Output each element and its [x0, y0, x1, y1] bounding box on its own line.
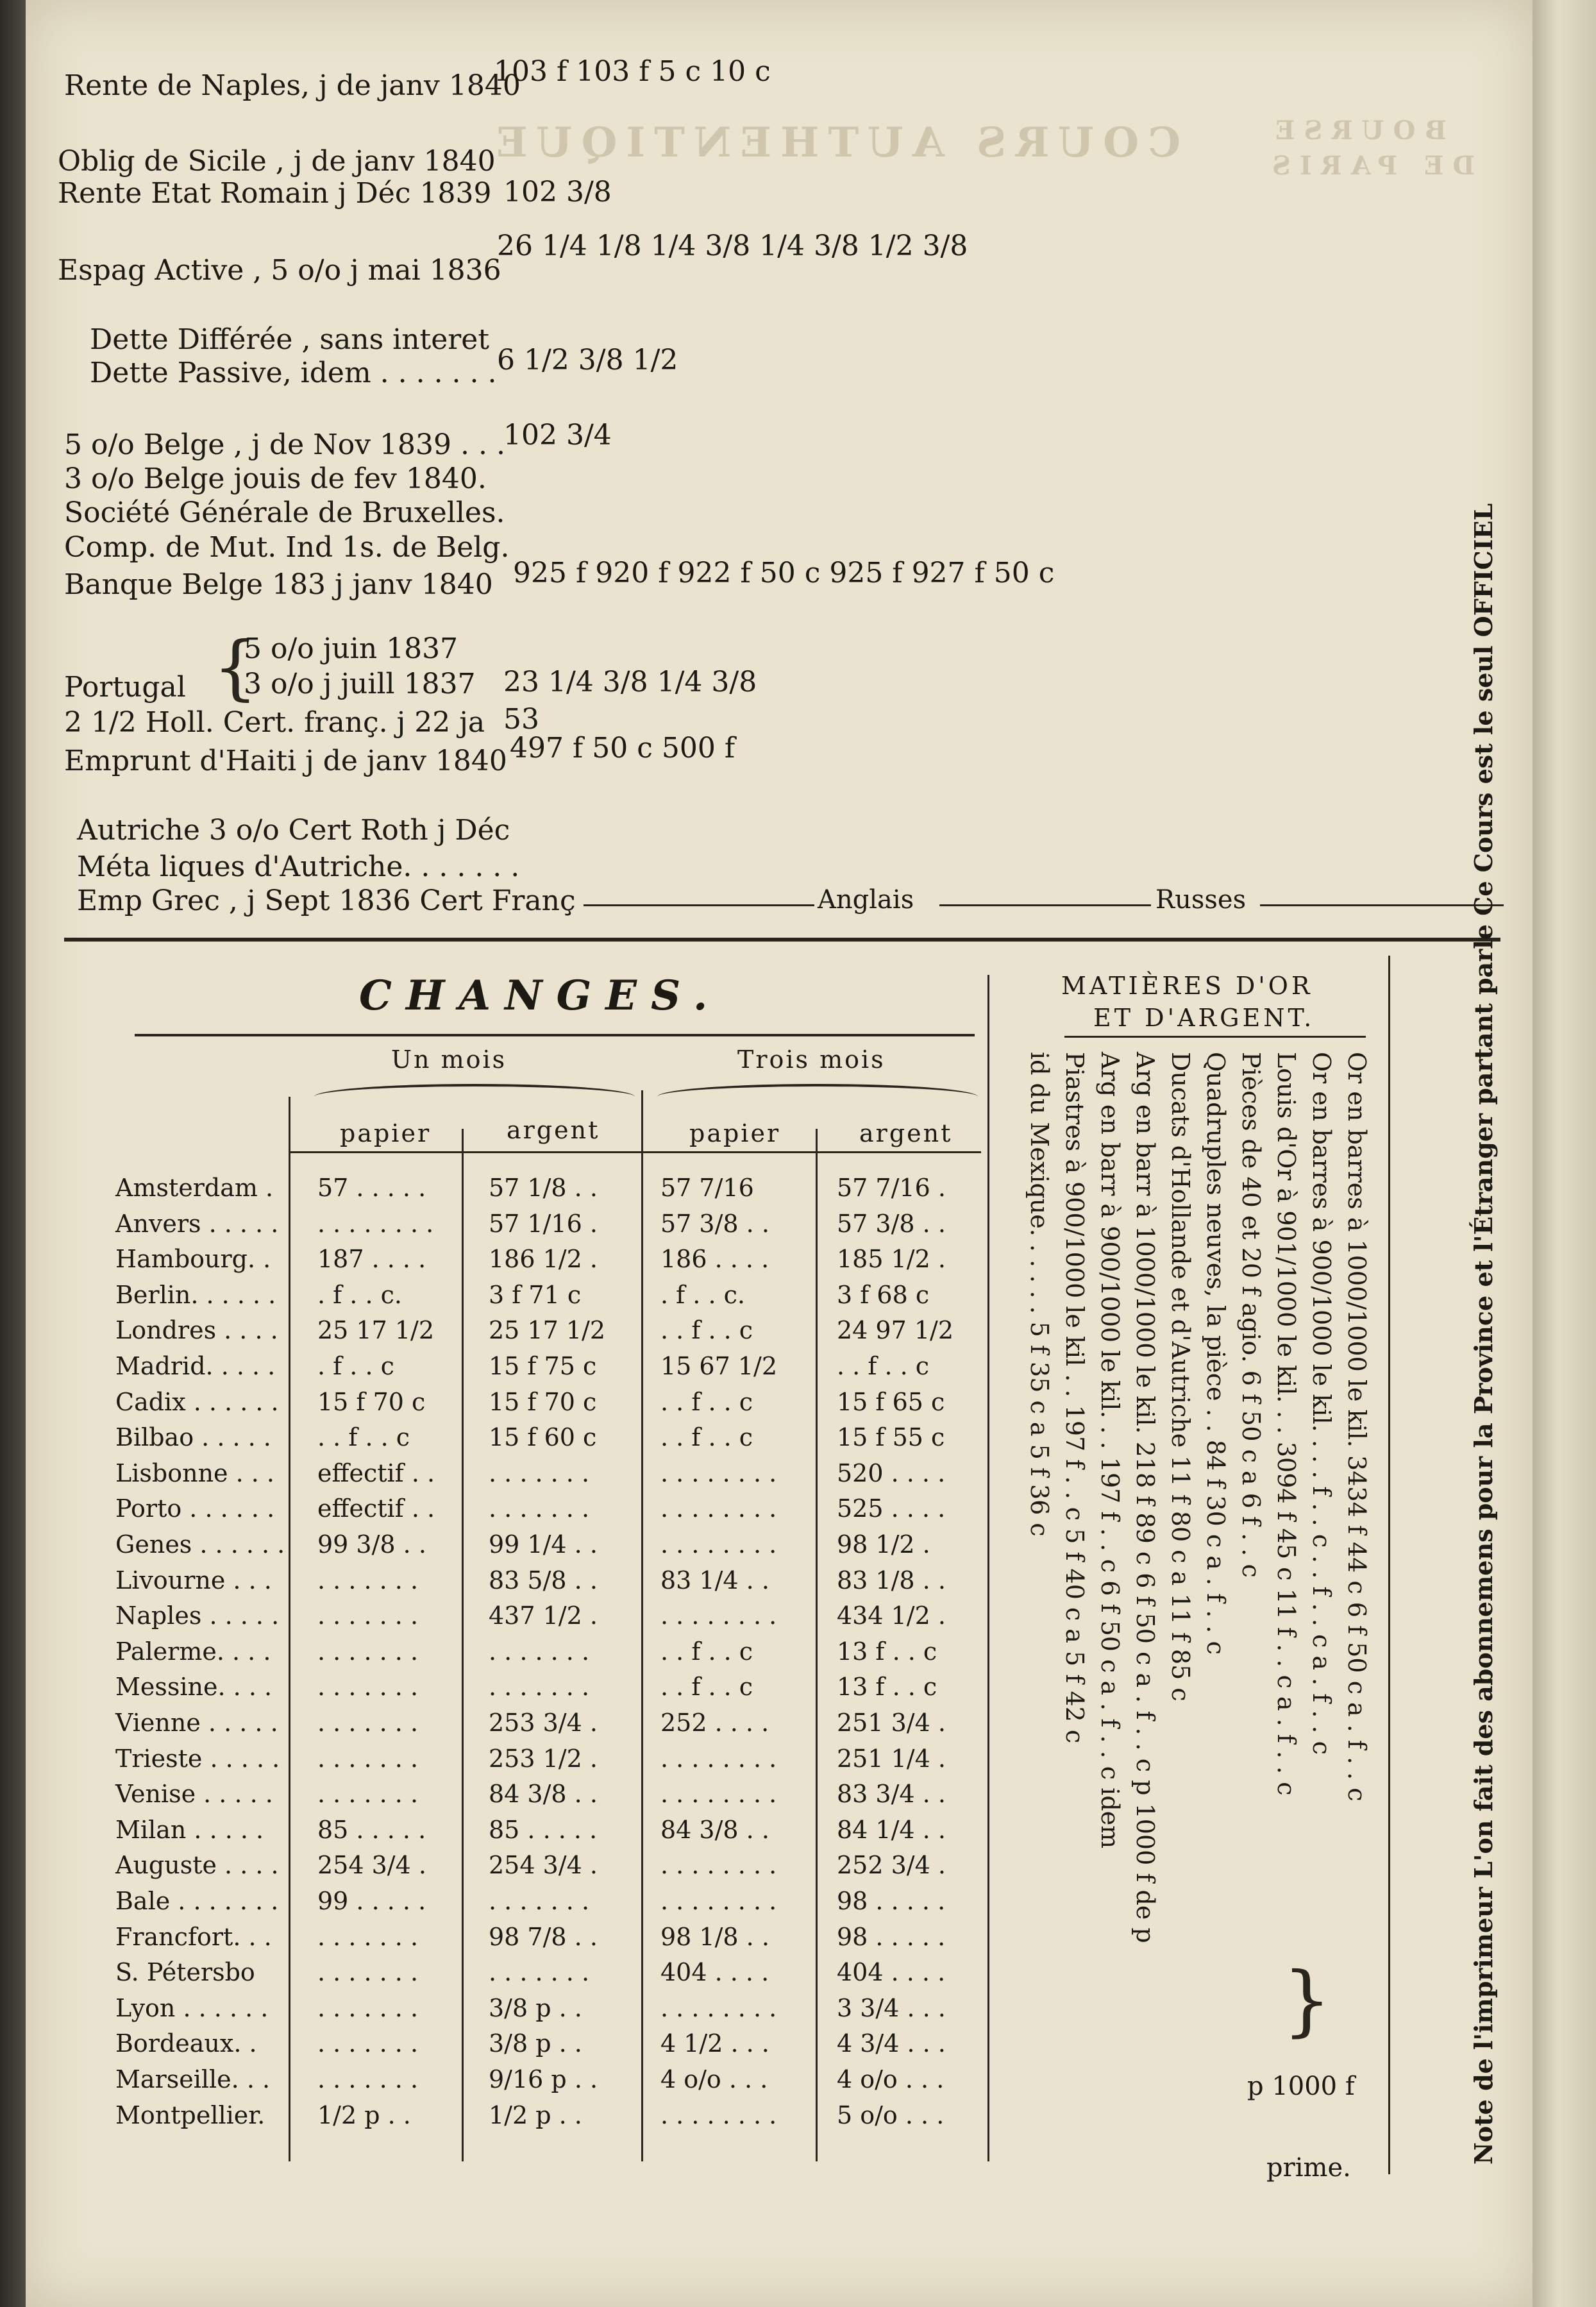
- matieres-brace: }: [1282, 1956, 1332, 2045]
- matieres-line: Quadruples neuves, la pièce . . 84 f 30 c a . f . . c: [1202, 1052, 1230, 1655]
- trois-mois-argent-cell: 404 . . . .: [837, 1958, 946, 1987]
- city-cell: Naples . . . . .: [115, 1601, 280, 1630]
- trois-mois-papier-cell: 57 7/16: [660, 1174, 754, 1202]
- document-page: [26, 0, 1533, 2307]
- adjacent-page-edge: [1533, 0, 1596, 2307]
- matieres-line: Or en barres à 900/1000 le kil. . . . f . . c . . f . . c a . f . . c: [1307, 1052, 1336, 1755]
- trois-mois-flourish: [657, 1084, 978, 1110]
- book-binding-edge: [0, 0, 26, 2307]
- trois-mois-papier-cell: . . f . . c: [660, 1387, 753, 1416]
- trois-mois-papier-cell: 404 . . . .: [660, 1958, 769, 1987]
- un-mois-papier-cell: . f . . c.: [317, 1280, 402, 1309]
- changes-row: [26, 1887, 987, 1922]
- trois-mois-argent-cell: 57 3/8 . .: [837, 1209, 946, 1238]
- un-mois-argent-cell: 57 1/16 .: [489, 1209, 598, 1238]
- changes-row: [26, 1245, 987, 1280]
- trois-mois-argent-cell: 15 f 55 c: [837, 1423, 945, 1452]
- trois-mois-papier-cell: 57 3/8 . .: [660, 1209, 769, 1238]
- matieres-line: Ducats d'Hollande et d'Autriche 11 f 80 c a 11 f 85 c: [1166, 1052, 1195, 1702]
- rente-value: 6 1/2 3/8 1/2: [497, 344, 678, 376]
- trois-mois-argent-cell: 3 f 68 c: [837, 1280, 930, 1309]
- trois-mois-argent-cell: 525 . . . .: [837, 1494, 946, 1523]
- trois-mois-papier-cell: 252 . . . .: [660, 1709, 769, 1737]
- un-mois-papier-cell: 187 . . . .: [317, 1245, 426, 1274]
- un-mois-papier-cell: . . . . . . .: [317, 1673, 419, 1702]
- un-mois-argent-cell: 437 1/2 .: [489, 1601, 598, 1630]
- city-cell: Trieste . . . . .: [115, 1744, 280, 1773]
- ghost-title: COURS AUTHENTIQUE: [487, 119, 1180, 167]
- rente-label: Espag Active , 5 o/o j mai 1836: [58, 254, 501, 287]
- un-mois-papier-cell: . . . . . . .: [317, 1709, 419, 1737]
- city-cell: Lisbonne . . .: [115, 1458, 275, 1487]
- city-cell: Francfort. . .: [115, 1922, 272, 1951]
- un-mois-papier-cell: 99 3/8 . .: [317, 1530, 426, 1559]
- trois-mois-argent-cell: 15 f 65 c: [837, 1387, 945, 1416]
- trois-mois-argent-cell: 251 1/4 .: [837, 1744, 946, 1773]
- un-mois-argent-cell: 186 1/2 .: [489, 1245, 598, 1274]
- un-mois-papier-cell: . . . . . . .: [317, 1744, 419, 1773]
- city-cell: Porto . . . . . .: [115, 1494, 275, 1523]
- un-mois-papier-cell: 25 17 1/2: [317, 1316, 435, 1345]
- city-cell: Montpellier.: [115, 2100, 265, 2129]
- trois-mois-papier-cell: . . . . . . . .: [660, 1530, 777, 1559]
- matieres-line: Or en barres à 1000/1000 le kil. 3434 f 44 c 6 f 50 c a . f . . c: [1343, 1052, 1371, 1802]
- city-cell: Londres . . . .: [115, 1316, 278, 1345]
- changes-title: CHANGES.: [359, 972, 722, 1020]
- trois-mois-argent-cell: 4 3/4 . . .: [837, 2029, 946, 2058]
- changes-table: [26, 1174, 987, 2149]
- trois-mois-papier-cell: . . f . . c: [660, 1316, 753, 1345]
- trois-mois-papier-cell: 4 1/2 . . .: [660, 2029, 769, 2058]
- un-mois-argent-cell: 83 5/8 . .: [489, 1566, 598, 1594]
- city-cell: Anvers . . . . .: [115, 1209, 279, 1238]
- trois-mois-argent-cell: 252 3/4 .: [837, 1851, 946, 1880]
- un-mois-argent-cell: 15 f 75 c: [489, 1352, 597, 1380]
- un-mois-argent-cell: . . . . . . .: [489, 1494, 590, 1523]
- ghost-paris: DE PARIS: [1263, 151, 1475, 181]
- changes-row: [26, 1566, 987, 1601]
- un-mois-papier-cell: 99 . . . . .: [317, 1887, 426, 1915]
- trois-mois-argent-cell: 57 7/16 .: [837, 1174, 946, 1202]
- trois-mois-papier-cell: . . . . . . . .: [660, 1780, 777, 1809]
- changes-row: [26, 2029, 987, 2064]
- un-mois-papier-cell: 57 . . . . .: [317, 1174, 426, 1202]
- note-divider: [1388, 956, 1390, 2174]
- trois-mois-argent-cell: 251 3/4 .: [837, 1709, 946, 1737]
- matieres-title: MATIÈRES D'OR: [1061, 972, 1313, 1000]
- changes-row: [26, 1316, 987, 1351]
- un-mois-papier-cell: 254 3/4 .: [317, 1851, 426, 1880]
- changes-row: [26, 1709, 987, 1743]
- city-cell: Auguste . . . .: [115, 1851, 279, 1880]
- portugal-line-1: 5 o/o juin 1837: [244, 632, 458, 665]
- changes-row: [26, 1601, 987, 1636]
- un-mois-flourish: [314, 1084, 635, 1110]
- un-mois-argent-cell: . . . . . . .: [489, 1458, 590, 1487]
- col-header-rule: [289, 1151, 981, 1153]
- un-mois-papier-cell: . . . . . . .: [317, 1922, 419, 1951]
- un-mois-argent-cell: 84 3/8 . .: [489, 1780, 598, 1809]
- un-mois-papier-cell: . . . . . . .: [317, 1601, 419, 1630]
- un-mois-papier-cell: 1/2 p . .: [317, 2100, 411, 2129]
- changes-matieres-divider: [987, 975, 989, 2161]
- city-cell: Marseille. . .: [115, 2065, 271, 2093]
- un-mois-argent-cell: . . . . . . .: [489, 1673, 590, 1702]
- city-cell: Milan . . . . .: [115, 1815, 264, 1844]
- city-cell: Livourne . . .: [115, 1566, 272, 1594]
- un-mois-argent-cell: 99 1/4 . .: [489, 1530, 598, 1559]
- un-mois-header: Un mois: [391, 1045, 507, 1074]
- changes-row: [26, 1174, 987, 1208]
- un-mois-papier-cell: 15 f 70 c: [317, 1387, 426, 1416]
- trois-mois-papier-cell: . . f . . c: [660, 1673, 753, 1702]
- trois-mois-papier-cell: . . . . . . . .: [660, 1601, 777, 1630]
- city-cell: Venise . . . . .: [115, 1780, 273, 1809]
- changes-row: [26, 1923, 987, 1957]
- changes-row: [26, 2101, 987, 2136]
- city-cell: Hambourg. .: [115, 1245, 271, 1274]
- rente-label: Oblig de Sicile , j de janv 1840: [58, 145, 496, 178]
- matieres-line: Pièces de 40 et 20 f agio. 6 f 50 c a 6 f . . c: [1237, 1052, 1265, 1578]
- un-mois-argent-cell: 253 3/4 .: [489, 1709, 598, 1737]
- trois-mois-argent-cell: 13 f . . c: [837, 1637, 937, 1666]
- argent-header: argent: [507, 1116, 600, 1144]
- city-cell: Vienne . . . . .: [115, 1709, 278, 1737]
- un-mois-papier-cell: . . . . . . .: [317, 1566, 419, 1594]
- changes-row: [26, 1851, 987, 1886]
- changes-row: [26, 1210, 987, 1244]
- matieres-line: Arg en barr à 900/1000 le kil. . . 197 f . . c 6 f 50 c a . f . . c idem: [1096, 1052, 1124, 1849]
- city-cell: Genes . . . . . .: [115, 1530, 285, 1559]
- un-mois-papier-cell: effectif . .: [317, 1458, 435, 1487]
- un-mois-papier-cell: . . . . . . .: [317, 1780, 419, 1809]
- un-mois-papier-cell: . . . . . . .: [317, 2065, 419, 2093]
- changes-row: [26, 1745, 987, 1779]
- city-cell: Palerme. . . .: [115, 1637, 271, 1666]
- changes-rule: [135, 1034, 975, 1036]
- trois-mois-papier-cell: 98 1/8 . .: [660, 1922, 769, 1951]
- city-cell: Lyon . . . . . .: [115, 1993, 269, 2022]
- autriche-label: Autriche 3 o/o Cert Roth j Déc: [77, 814, 510, 847]
- city-cell: Bilbao . . . . .: [115, 1423, 271, 1452]
- changes-row: [26, 1816, 987, 1850]
- grec-line: [1260, 904, 1504, 906]
- un-mois-argent-cell: 9/16 p . .: [489, 2065, 598, 2093]
- trois-mois-papier-cell: 186 . . . .: [660, 1245, 769, 1274]
- un-mois-papier-cell: . f . . c: [317, 1352, 394, 1380]
- changes-row: [26, 2065, 987, 2100]
- trois-mois-papier-cell: . . . . . . . .: [660, 1458, 777, 1487]
- p1000-label: p 1000 f: [1247, 2072, 1355, 2101]
- un-mois-papier-cell: 85 . . . . .: [317, 1815, 426, 1844]
- trois-mois-papier-cell: . . f . . c: [660, 1423, 753, 1452]
- trois-mois-papier-cell: . . f . . c: [660, 1637, 753, 1666]
- changes-row: [26, 1637, 987, 1672]
- trois-mois-argent-cell: 13 f . . c: [837, 1673, 937, 1702]
- city-cell: Cadix . . . . . .: [115, 1387, 279, 1416]
- city-cell: Bordeaux. .: [115, 2029, 257, 2058]
- portugal-value: 23 1/4 3/8 1/4 3/8: [503, 666, 757, 698]
- papier-header: papier: [340, 1119, 432, 1147]
- trois-mois-argent-cell: 84 1/4 . .: [837, 1815, 946, 1844]
- trois-mois-argent-cell: 5 o/o . . .: [837, 2100, 945, 2129]
- changes-row: [26, 1994, 987, 2029]
- russes-label: Russes: [1155, 885, 1247, 915]
- un-mois-argent-cell: 253 1/2 .: [489, 1744, 598, 1773]
- un-mois-argent-cell: 85 . . . . .: [489, 1815, 598, 1844]
- rente-value: 102 3/4: [503, 419, 612, 452]
- emp-grec-label: Emp Grec , j Sept 1836 Cert Franç: [77, 884, 576, 917]
- un-mois-papier-cell: . . . . . . .: [317, 2029, 419, 2058]
- matieres-line: Louis d'Or à 901/1000 le kil. . . 3094 f 45 c 11 f . . c a . f . . c: [1272, 1052, 1300, 1796]
- portugal-label: Portugal: [64, 671, 186, 704]
- grec-line: [584, 904, 814, 906]
- rente-value: 26 1/4 1/8 1/4 3/8 1/4 3/8 1/2 3/8: [497, 230, 968, 262]
- city-cell: Bale . . . . . . .: [115, 1887, 279, 1915]
- trois-mois-argent-cell: 4 o/o . . .: [837, 2065, 945, 2093]
- un-mois-argent-cell: . . . . . . .: [489, 1958, 590, 1987]
- prime-label: prime.: [1266, 2153, 1351, 2183]
- trois-mois-papier-cell: . . . . . . . .: [660, 1993, 777, 2022]
- matieres-line: Arg en barr à 1000/1000 le kil. 218 f 89 c 6 f 50 c a . f . . c p 1000 f de p: [1131, 1052, 1159, 1943]
- changes-row: [26, 1780, 987, 1814]
- trois-mois-papier-cell: . . . . . . . .: [660, 1887, 777, 1915]
- ghost-bourse: BOURSE: [1266, 115, 1447, 146]
- haiti-value: 497 f 50 c 500 f: [510, 732, 735, 765]
- un-mois-argent-cell: 25 17 1/2: [489, 1316, 606, 1345]
- un-mois-argent-cell: 98 7/8 . .: [489, 1922, 598, 1951]
- un-mois-papier-cell: effectif . .: [317, 1494, 435, 1523]
- matieres-line: id du Mexique. . . . . . 5 f 35 c a 5 f 36 c: [1025, 1052, 1054, 1537]
- un-mois-argent-cell: 57 1/8 . .: [489, 1174, 598, 1202]
- changes-row: [26, 1388, 987, 1423]
- changes-row: [26, 1459, 987, 1494]
- anglais-label: Anglais: [818, 885, 914, 915]
- grec-line: [939, 904, 1151, 906]
- trois-mois-argent-cell: 24 97 1/2: [837, 1316, 954, 1345]
- trois-mois-papier-cell: 83 1/4 . .: [660, 1566, 769, 1594]
- changes-row: [26, 1958, 987, 1993]
- haiti-label: Emprunt d'Haiti j de janv 1840: [64, 745, 507, 777]
- city-cell: Amsterdam .: [115, 1174, 274, 1202]
- rente-label: Rente de Naples, j de janv 1840: [64, 69, 521, 102]
- papier-header: papier: [689, 1119, 781, 1147]
- trois-mois-argent-cell: 83 1/8 . .: [837, 1566, 946, 1594]
- trois-mois-header: Trois mois: [737, 1045, 886, 1074]
- trois-mois-papier-cell: . . . . . . . .: [660, 1494, 777, 1523]
- trois-mois-papier-cell: 84 3/8 . .: [660, 1815, 769, 1844]
- rente-label: 5 o/o Belge , j de Nov 1839 . . .: [64, 428, 505, 461]
- trois-mois-argent-cell: . . f . . c: [837, 1352, 930, 1380]
- un-mois-papier-cell: . . . . . . .: [317, 1993, 419, 2022]
- un-mois-argent-cell: 3 f 71 c: [489, 1280, 582, 1309]
- rente-label: Dette Différée , sans interet: [90, 323, 490, 356]
- portugal-line-2: 3 o/o j juill 1837: [244, 668, 476, 700]
- changes-row: [26, 1530, 987, 1565]
- trois-mois-argent-cell: 520 . . . .: [837, 1458, 946, 1487]
- un-mois-argent-cell: . . . . . . .: [489, 1887, 590, 1915]
- trois-mois-papier-cell: . . . . . . . .: [660, 1851, 777, 1880]
- changes-row: [26, 1281, 987, 1315]
- un-mois-argent-cell: 254 3/4 .: [489, 1851, 598, 1880]
- trois-mois-argent-cell: 434 1/2 .: [837, 1601, 946, 1630]
- rente-value: 103 f 103 f 5 c 10 c: [494, 55, 771, 88]
- portugal-brace: {: [213, 626, 258, 708]
- section-divider: [64, 938, 1500, 942]
- un-mois-papier-cell: . . . . . . .: [317, 1637, 419, 1666]
- un-mois-argent-cell: 1/2 p . .: [489, 2100, 582, 2129]
- un-mois-argent-cell: . . . . . . .: [489, 1637, 590, 1666]
- matieres-line: Piastres à 900/1000 le kil . . 197 f . . c 5 f 40 c a 5 f 42 c: [1061, 1052, 1089, 1744]
- trois-mois-papier-cell: . . . . . . . .: [660, 1744, 777, 1773]
- rente-value: 925 f 920 f 922 f 50 c 925 f 927 f 50 c: [513, 557, 1055, 589]
- un-mois-argent-cell: 15 f 60 c: [489, 1423, 597, 1452]
- trois-mois-argent-cell: 83 3/4 . .: [837, 1780, 946, 1809]
- city-cell: Madrid. . . . .: [115, 1352, 276, 1380]
- trois-mois-argent-cell: 98 . . . . .: [837, 1922, 946, 1951]
- rente-label: Dette Passive, idem . . . . . . .: [90, 357, 497, 389]
- changes-row: [26, 1352, 987, 1387]
- rente-label: Comp. de Mut. Ind 1s. de Belg.: [64, 531, 510, 564]
- un-mois-argent-cell: 3/8 p . .: [489, 1993, 582, 2022]
- trois-mois-argent-cell: 185 1/2 .: [837, 1245, 946, 1274]
- un-mois-papier-cell: . . f . . c: [317, 1423, 410, 1452]
- rente-value: 102 3/8: [503, 176, 612, 208]
- un-mois-argent-cell: 15 f 70 c: [489, 1387, 597, 1416]
- un-mois-papier-cell: . . . . . . .: [317, 1958, 419, 1987]
- metaliques-label: Méta liques d'Autriche. . . . . . .: [77, 850, 520, 883]
- city-cell: Berlin. . . . . .: [115, 1280, 276, 1309]
- rente-label: 3 o/o Belge jouis de fev 1840.: [64, 462, 487, 495]
- city-cell: S. Pétersbo: [115, 1958, 255, 1987]
- changes-row: [26, 1494, 987, 1529]
- trois-mois-argent-cell: 98 . . . . .: [837, 1887, 946, 1915]
- holl-value: 53: [503, 703, 539, 736]
- un-mois-argent-cell: 3/8 p . .: [489, 2029, 582, 2058]
- changes-row: [26, 1673, 987, 1707]
- matieres-subtitle: ET D'ARGENT.: [1093, 1004, 1315, 1032]
- holl-label: 2 1/2 Holl. Cert. franç. j 22 ja: [64, 706, 485, 739]
- city-cell: Messine. . . .: [115, 1673, 273, 1702]
- trois-mois-argent-cell: 98 1/2 .: [837, 1530, 930, 1559]
- rente-label: Banque Belge 183 j janv 1840: [64, 568, 493, 601]
- printer-note: Note de l'imprimeur L'on fait des abonnemens pour la Province et l'Étranger partant parle Ce Cours est le seul OFFICIEL: [1469, 503, 1498, 2165]
- trois-mois-papier-cell: . f . . c.: [660, 1280, 745, 1309]
- un-mois-papier-cell: . . . . . . . .: [317, 1209, 434, 1238]
- trois-mois-papier-cell: . . . . . . . .: [660, 2100, 777, 2129]
- trois-mois-argent-cell: 3 3/4 . . .: [837, 1993, 946, 2022]
- matieres-rule: [1064, 1036, 1366, 1038]
- rente-label: Société Générale de Bruxelles.: [64, 496, 505, 529]
- rente-label: Rente Etat Romain j Déc 1839: [58, 177, 492, 210]
- trois-mois-papier-cell: 4 o/o . . .: [660, 2065, 768, 2093]
- argent-header: argent: [859, 1119, 953, 1147]
- changes-row: [26, 1423, 987, 1458]
- trois-mois-papier-cell: 15 67 1/2: [660, 1352, 778, 1380]
